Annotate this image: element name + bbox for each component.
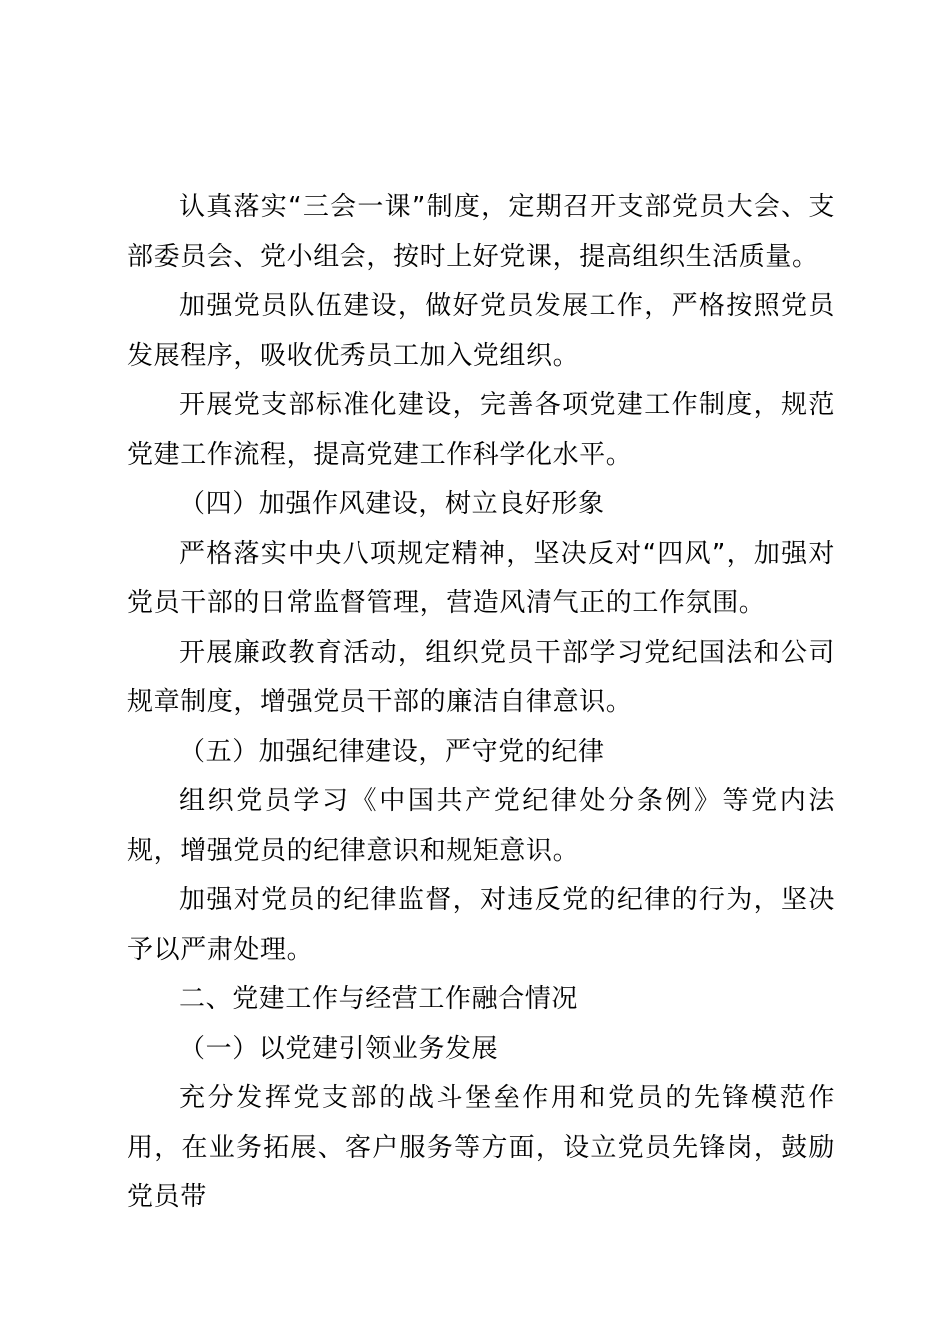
document-body — [127, 183, 835, 1223]
chapter-heading-integration: 二、党建工作与经营工作融合情况 — [179, 984, 579, 1014]
paragraph-integrity-education: 开展廉政教育活动，组织党员干部学习党纪国法和公司规章制度，增强党员干部的廉洁自律意识。 — [127, 637, 835, 717]
paragraph-eight-rules: 严格落实中央八项规定精神，坚决反对“四风”，加强对党员干部的日常监督管理，营造风清气正的工作氛围。 — [127, 538, 835, 618]
paragraph-organization-life: 认真落实“三会一课”制度，定期召开支部党员大会、支部委员会、党小组会，按时上好党课，提高组织生活质量。 — [127, 192, 835, 272]
paragraph-member-development: 加强党员队伍建设，做好党员发展工作，严格按照党员发展程序，吸收优秀员工加入党组织。 — [127, 291, 835, 371]
paragraph-discipline-supervision: 加强对党员的纪律监督，对违反党的纪律的行为，坚决予以严肃处理。 — [127, 885, 835, 965]
section-heading-business-leadership: （一）以党建引领业务发展 — [179, 1033, 499, 1064]
paragraph-vanguard-role: 充分发挥党支部的战斗堡垒作用和党员的先锋模范作用，在业务拓展、客户服务等方面，设立党员先锋岗，鼓励党员带 — [127, 1083, 835, 1212]
paragraph-branch-standardization: 开展党支部标准化建设，完善各项党建工作制度，规范党建工作流程，提高党建工作科学化水平。 — [127, 390, 835, 470]
paragraph-discipline-study: 组织党员学习《中国共产党纪律处分条例》等党内法规，增强党员的纪律意识和规矩意识。 — [127, 786, 835, 866]
section-heading-work-style: （四）加强作风建设，树立良好形象 — [179, 489, 605, 519]
section-heading-discipline: （五）加强纪律建设，严守党的纪律 — [179, 736, 605, 767]
